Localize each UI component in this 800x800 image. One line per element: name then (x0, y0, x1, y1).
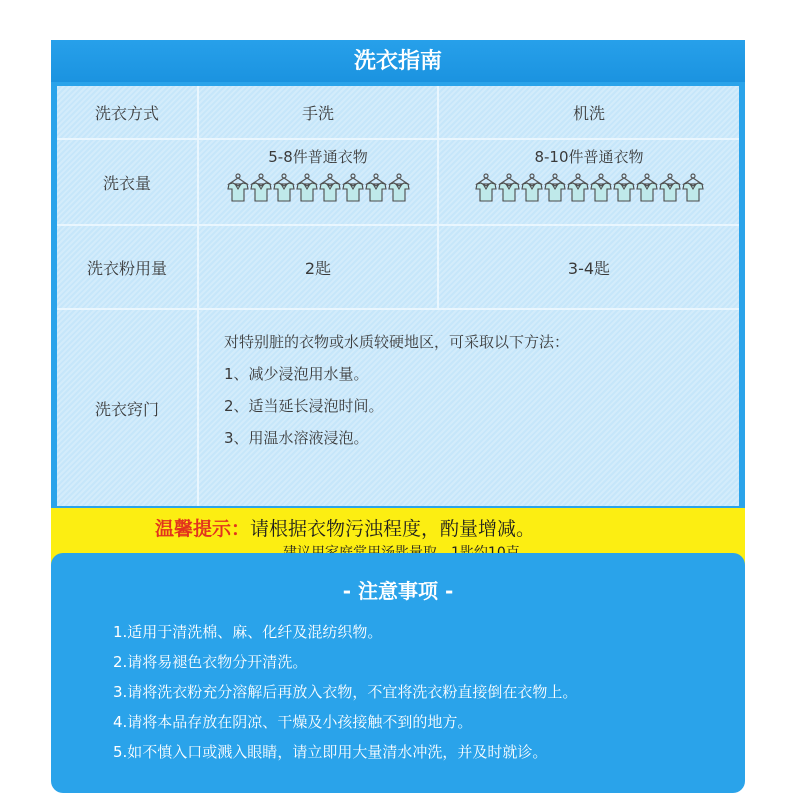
tips-content (224, 326, 724, 454)
hand-quantity (199, 140, 437, 203)
hanging-shirt-icon (659, 173, 681, 203)
hanging-shirt-icon (682, 173, 704, 203)
tip-item: 1、减少浸泡用水量。 (224, 365, 369, 383)
notice-item: 3.请将洗衣粉充分溶解后再放入衣物，不宜将洗衣粉直接倒在衣物上。 (113, 683, 578, 701)
hanging-shirt-icon (475, 173, 497, 203)
hanging-shirt-icon (342, 173, 364, 203)
notice-panel (51, 553, 745, 793)
hand-wash-header: 手洗 (301, 103, 334, 123)
powder-label: 洗衣粉用量 (86, 258, 167, 278)
machine-powder-amount: 3-4匙 (567, 258, 611, 278)
warm-tip-label: 温馨提示： (155, 518, 251, 540)
hanging-shirt-icon (590, 173, 612, 203)
warm-tip-line (155, 514, 535, 541)
method-label: 洗衣方式 (94, 103, 159, 123)
notice-item: 2.请将易褪色衣物分开清洗。 (113, 653, 308, 671)
laundry-guide-panel (51, 40, 745, 540)
tip-item: 2、适当延长浸泡时间。 (224, 397, 384, 415)
notice-item: 5.如不慎入口或溅入眼睛，请立即用大量清水冲洗，并及时就诊。 (113, 743, 548, 761)
hanging-shirt-icon (521, 173, 543, 203)
hand-shirt-row (226, 173, 410, 203)
hanging-shirt-icon (567, 173, 589, 203)
machine-quantity-text: 8-10件普通衣物 (534, 148, 644, 166)
warm-tip-text: 请根据衣物污浊程度，酌量增减。 (250, 518, 536, 540)
tips-intro: 对特别脏的衣物或水质较硬地区，可采取以下方法： (224, 333, 570, 351)
hanging-shirt-icon (636, 173, 658, 203)
notice-item: 4.请将本品存放在阴凉、干燥及小孩接触不到的地方。 (113, 713, 473, 731)
hanging-shirt-icon (319, 173, 341, 203)
hanging-shirt-icon (227, 173, 249, 203)
quantity-label: 洗衣量 (102, 173, 151, 193)
hand-quantity-text: 5-8件普通衣物 (268, 148, 368, 166)
hanging-shirt-icon (296, 173, 318, 203)
machine-shirt-row (474, 173, 704, 203)
machine-quantity (439, 140, 739, 203)
notice-item: 1.适用于清洗棉、麻、化纤及混纺织物。 (113, 623, 383, 641)
hanging-shirt-icon (365, 173, 387, 203)
hanging-shirt-icon (273, 173, 295, 203)
hanging-shirt-icon (250, 173, 272, 203)
machine-wash-header: 机洗 (572, 103, 605, 123)
hanging-shirt-icon (613, 173, 635, 203)
hanging-shirt-icon (544, 173, 566, 203)
notice-title: - 注意事项 - (342, 579, 454, 603)
guide-title: 洗衣指南 (51, 40, 745, 82)
hanging-shirt-icon (388, 173, 410, 203)
notice-list (113, 617, 733, 767)
hanging-shirt-icon (498, 173, 520, 203)
tips-label: 洗衣窍门 (94, 399, 159, 419)
tip-item: 3、用温水溶液浸泡。 (224, 429, 369, 447)
hand-powder-amount: 2匙 (304, 258, 332, 278)
